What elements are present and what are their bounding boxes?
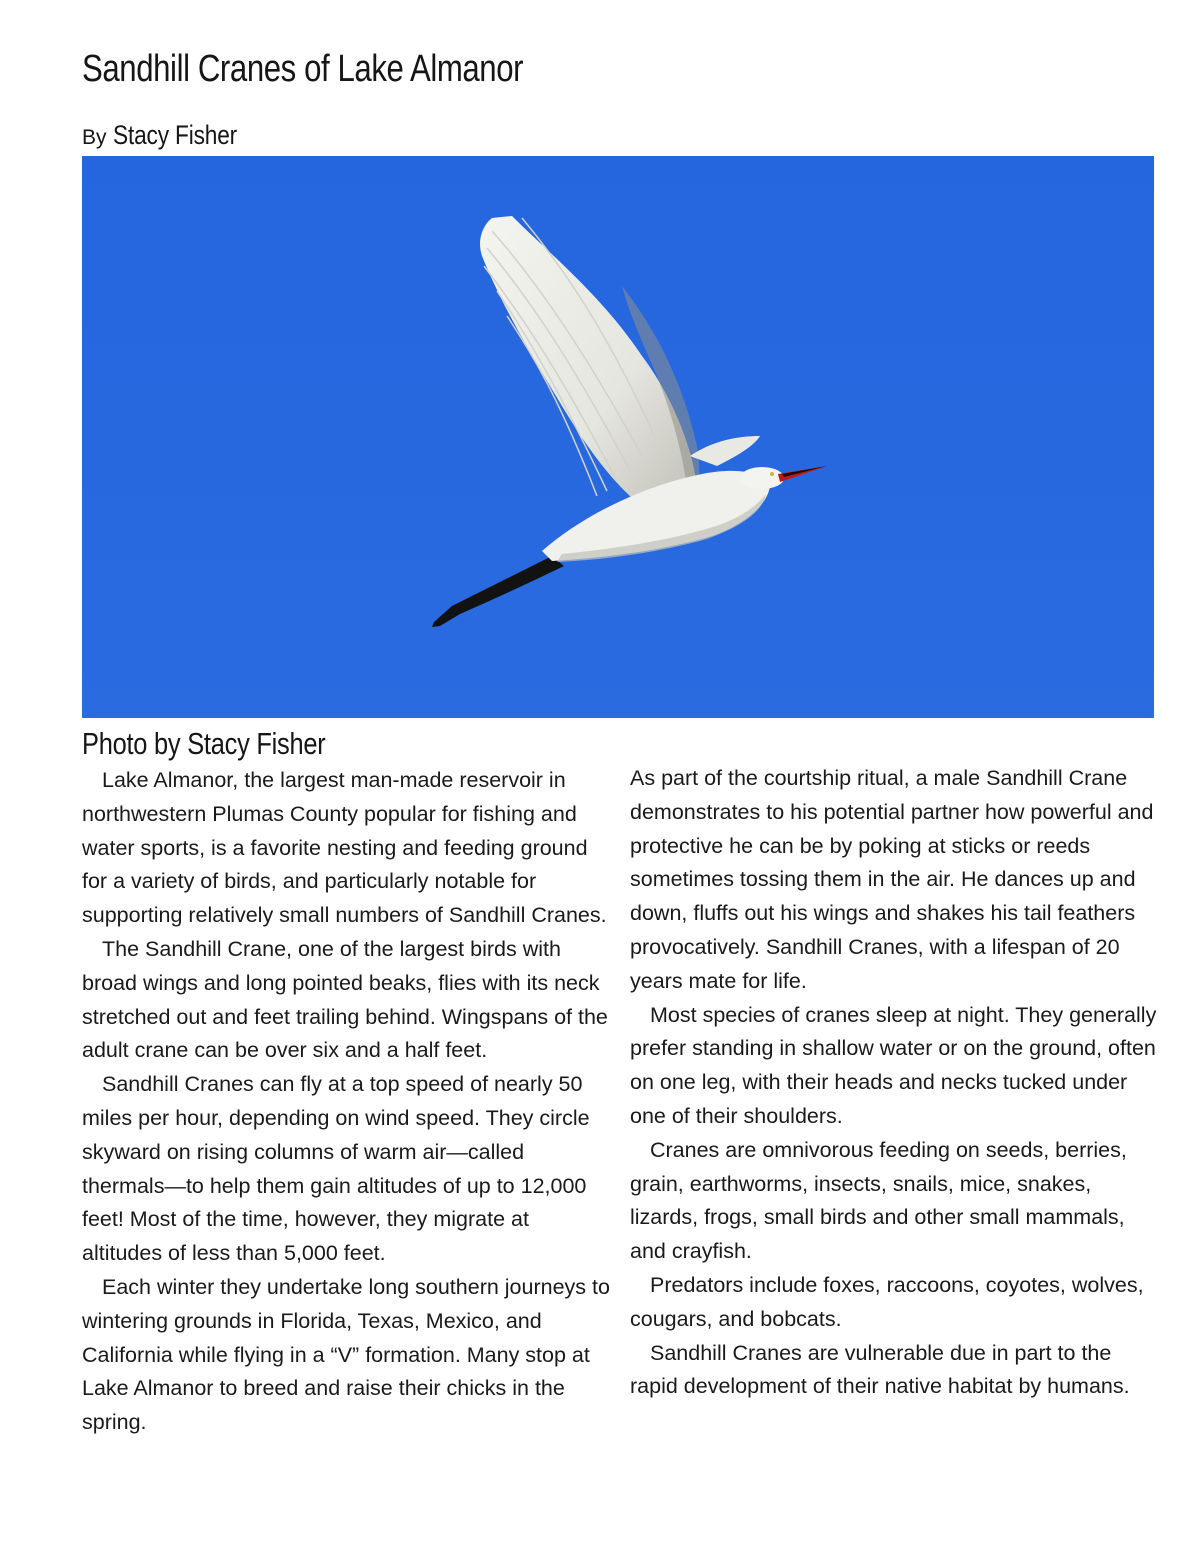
- author-name: Stacy Fisher: [112, 120, 237, 150]
- paragraph: Sandhill Cranes are vulnerable due in part to the rapid development of their native habitat by humans.: [630, 1340, 1130, 1399]
- article-title: Sandhill Cranes of Lake Almanor: [82, 48, 524, 90]
- paragraph: The Sandhill Crane, one of the largest birds with broad wings and long pointed beaks, flies with its neck stretched out and feet trailing behind. Wingspans of the adult crane can be over six and a half feet.: [82, 936, 608, 1063]
- paragraph: Cranes are omnivorous feeding on seeds, berries, grain, earthworms, insects, snails, mice, snakes, lizards, frogs, small birds and other small mammals, and crayfish.: [630, 1137, 1127, 1264]
- article-body-right-column: [630, 762, 1158, 1404]
- article-photo: [82, 156, 1154, 718]
- byline: [82, 119, 261, 154]
- byline-prefix: By: [82, 126, 107, 149]
- paragraph: Each winter they undertake long southern journeys to wintering grounds in Florida, Texas, Mexico, and California while flying in a “V” formation. Many stop at Lake Almanor to breed and raise their chicks in the spring.: [82, 1274, 610, 1435]
- photo-caption: Photo by Stacy Fisher: [82, 726, 326, 761]
- bird-in-flight-image: [82, 156, 1154, 718]
- paragraph: Sandhill Cranes can fly at a top speed of nearly 50 miles per hour, depending on wind speed. They circle skyward on rising columns of warm air—called thermals—to help them gain altitudes of up to 12,000 feet! Most of the time, however, they migrate at altitudes of less than 5,000 feet.: [82, 1072, 590, 1266]
- article-body-left-column: [82, 764, 610, 1440]
- paragraph: Most species of cranes sleep at night. They generally prefer standing in shallow water or on the ground, often on one leg, with their heads and necks tucked under one of their shoulders.: [630, 1002, 1157, 1128]
- paragraph: Lake Almanor, the largest man-made reservoir in northwestern Plumas County popular for fishing and water sports, is a favorite nesting and feeding ground for a variety of birds, and particularly notable for supporting relatively small numbers of Sandhill Cranes.: [82, 768, 607, 928]
- paragraph: Predators include foxes, raccoons, coyotes, wolves, cougars, and bobcats.: [630, 1272, 1144, 1331]
- paragraph: As part of the courtship ritual, a male Sandhill Crane demonstrates to his potential partner how powerful and protective he can be by poking at sticks or reeds sometimes tossing them in the air. He dances up and down, fluffs out his wings and shakes his tail feathers provocatively. Sandhill Cranes, with a lifespan of 20 years mate for life.: [630, 766, 1154, 993]
